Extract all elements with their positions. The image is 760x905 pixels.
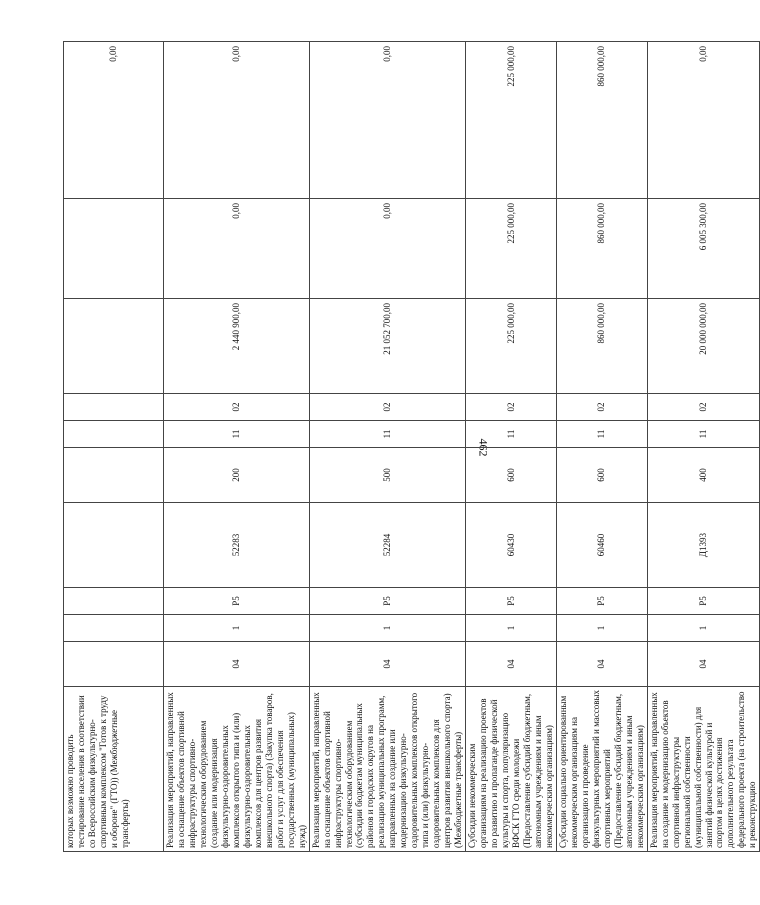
code-cell [64, 448, 164, 503]
code-cell: P5 [466, 588, 557, 615]
code-cell: 02 [164, 394, 310, 421]
code-cell [64, 503, 164, 588]
amount-cell [64, 299, 164, 394]
table-row [466, 42, 557, 852]
code-cell: 60430 [466, 503, 557, 588]
code-cell: 11 [556, 421, 647, 448]
code-cell: 1 [309, 615, 466, 642]
code-cell [64, 421, 164, 448]
amount-cell: 21 052 700,00 [309, 299, 466, 394]
amount-cell [64, 199, 164, 299]
amount-cell: 20 000 000,00 [647, 299, 760, 394]
amount-cell: 0,00 [309, 42, 466, 199]
amount-cell: 225 000,00 [466, 199, 557, 299]
table-row [309, 42, 466, 852]
row-description: которых возможно проводить тестирование населения в соответствии со Всероссийским физкультурно-спортивным комплексом "Готов к труду и обороне" (ГТО)) (Межбюджетные трансферты) [64, 687, 164, 852]
code-cell: 500 [309, 448, 466, 503]
table-row [64, 42, 164, 852]
code-cell: 02 [647, 394, 760, 421]
code-cell: P5 [164, 588, 310, 615]
code-cell: 02 [556, 394, 647, 421]
code-cell: 60460 [556, 503, 647, 588]
amount-cell: 860 000,00 [556, 299, 647, 394]
amount-cell: 225 000,00 [466, 42, 557, 199]
code-cell: P5 [647, 588, 760, 615]
amount-cell: 0,00 [164, 42, 310, 199]
code-cell: 600 [556, 448, 647, 503]
code-cell: 1 [647, 615, 760, 642]
code-cell: 1 [466, 615, 557, 642]
code-cell: 04 [164, 642, 310, 687]
row-description: Субсидии социально ориентированным некоммерческим организациям на организацию и проведение физкультурных мероприятий и массовых спортивных мероприятий (Предоставление субсидий бюджетным, автономным учреждениям и иным некоммерческим организациям) [556, 687, 647, 852]
code-cell: 04 [309, 642, 466, 687]
amount-cell: 2 440 900,00 [164, 299, 310, 394]
code-cell: 04 [466, 642, 557, 687]
amount-cell: 6 005 300,00 [647, 199, 760, 299]
code-cell: 04 [556, 642, 647, 687]
code-cell: Д1393 [647, 503, 760, 588]
page-number: 462 [476, 438, 491, 457]
code-cell [64, 588, 164, 615]
code-cell: 200 [164, 448, 310, 503]
amount-cell: 0,00 [309, 199, 466, 299]
code-cell: 02 [309, 394, 466, 421]
row-description: Субсидии некоммерческим организациям на реализацию проектов по развитию и пропаганде физической культуры и спорта, популяризацию ВФСК ГТО среди молодежи (Предоставление субсидий бюджетным, автономным учреждениям и иным некоммерческим организациям) [466, 687, 557, 852]
code-cell: 1 [556, 615, 647, 642]
code-cell: 11 [647, 421, 760, 448]
amount-cell: 860 000,00 [556, 199, 647, 299]
table-row [647, 42, 760, 852]
amount-cell: 0,00 [164, 199, 310, 299]
code-cell: 11 [309, 421, 466, 448]
table-row [556, 42, 647, 852]
code-cell: 02 [466, 394, 557, 421]
rotated-page [63, 42, 758, 852]
amount-cell: 225 000,00 [466, 299, 557, 394]
code-cell: 52284 [309, 503, 466, 588]
code-cell: 400 [647, 448, 760, 503]
budget-table [63, 41, 760, 852]
code-cell: 11 [466, 421, 557, 448]
amount-cell: 0,00 [64, 42, 164, 199]
code-cell: 04 [647, 642, 760, 687]
row-description: Реализация мероприятий, направленных на оснащение объектов спортивной инфраструктуры спортивно-технологическим оборудованием (субсидии бюджетам муниципальных районов и городских округов на реализацию муниципальных программ, направленных на создание или модернизацию физкультурно-оздоровительных комплексов открытого типа и (или) физкультурно-оздоровительных комплексов для центров развития внешкольного спорта) (Межбюджетные трансферты) [309, 687, 466, 852]
table-row [164, 42, 310, 852]
amount-cell: 860 000,00 [556, 42, 647, 199]
row-description: Реализация мероприятий, направленных на оснащение объектов спортивной инфраструктуры спортивно-технологическим оборудованием (создание или модернизация физкультурно-оздоровительных комплексов открытого типа и (или) физкультурно-оздоровительных комплексов для центров развития внешкольного спорта) (Закупка товаров, работ и услуг для обеспечения государственных (муниципальных) нужд) [164, 687, 310, 852]
code-cell [64, 615, 164, 642]
amount-cell: 0,00 [647, 42, 760, 199]
code-cell [64, 394, 164, 421]
code-cell [64, 642, 164, 687]
code-cell: 52283 [164, 503, 310, 588]
code-cell: 600 [466, 448, 557, 503]
code-cell: 1 [164, 615, 310, 642]
code-cell: P5 [309, 588, 466, 615]
code-cell: 11 [164, 421, 310, 448]
code-cell: P5 [556, 588, 647, 615]
row-description: Реализация мероприятий, направленных на создание и модернизацию объектов спортивной инфраструктуры региональной собственности (муниципальной собственности) для занятий физической культурой и спортом в целях достижения дополнительного результата федерального проекта (на строительство и реконструкцию [647, 687, 760, 852]
